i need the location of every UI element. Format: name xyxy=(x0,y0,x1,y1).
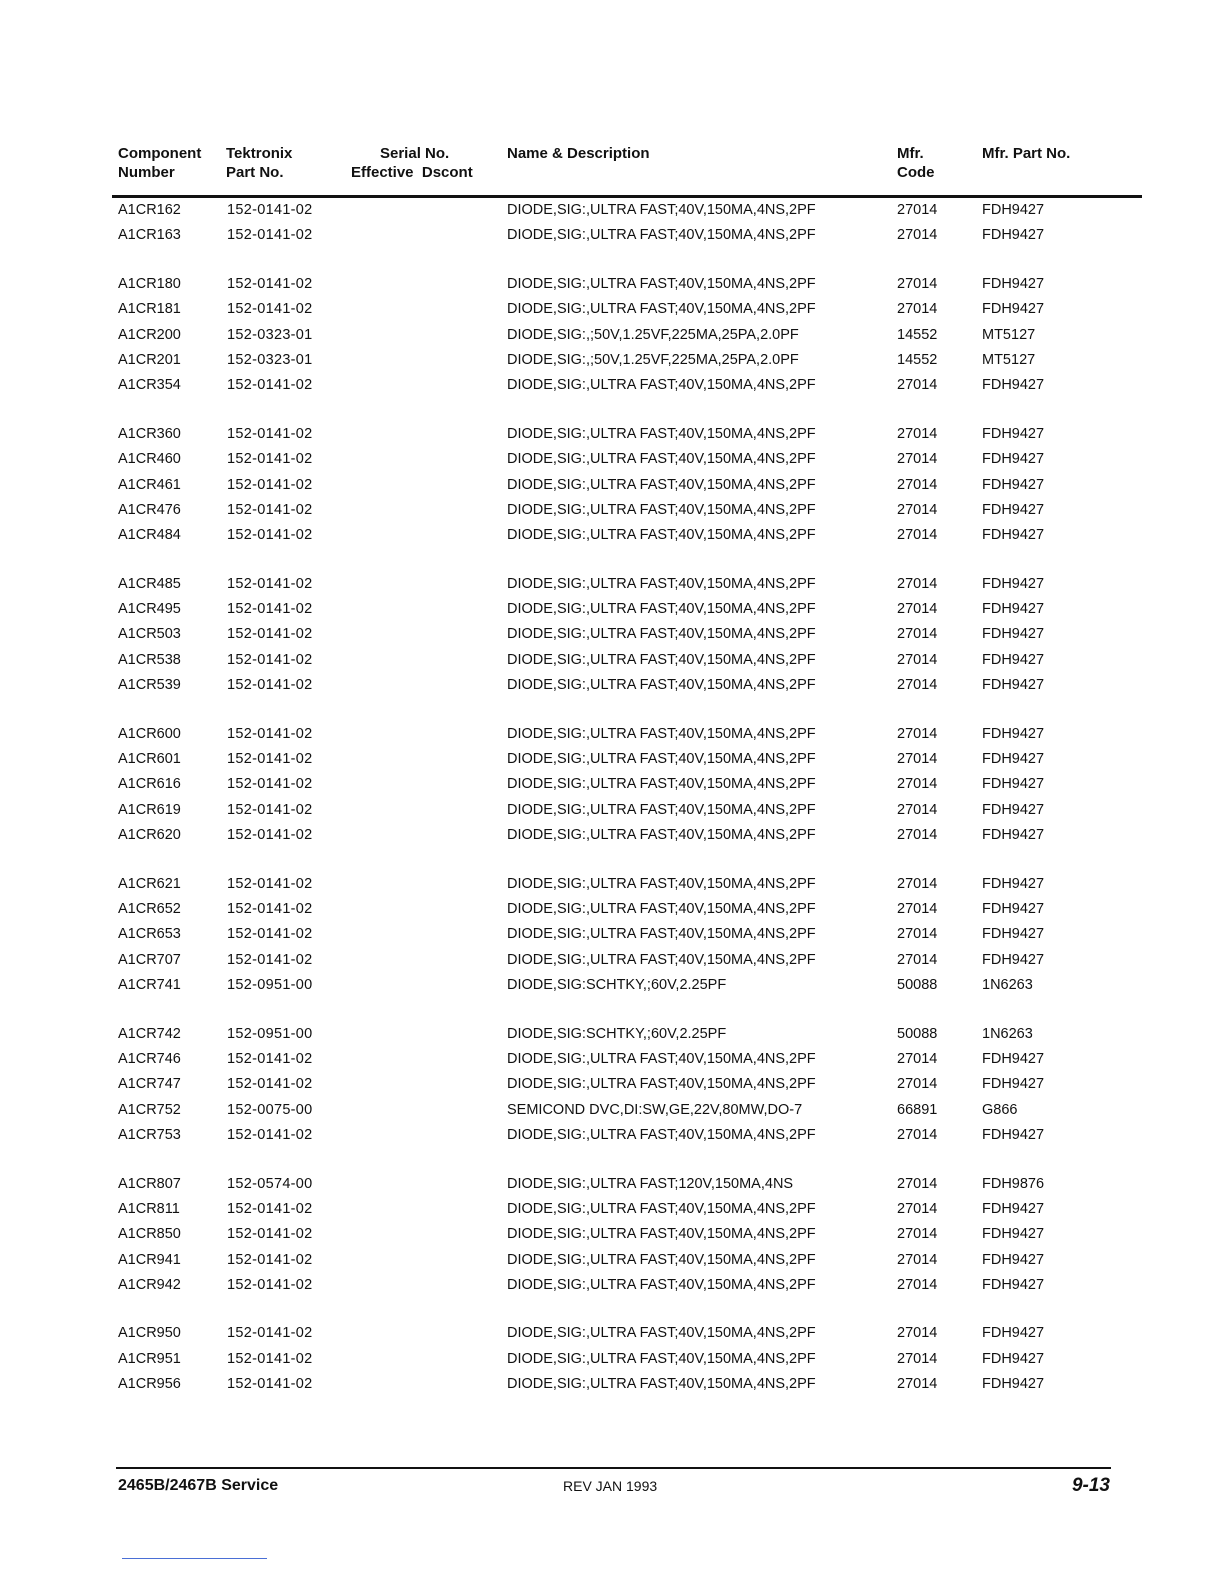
table-row xyxy=(0,1022,1224,1047)
mfr-part-no: FDH9427 xyxy=(982,801,1045,818)
mfr-code: 27014 xyxy=(897,1277,938,1294)
component-number: A1CR180 xyxy=(118,275,181,292)
mfr-part-no: FDH9427 xyxy=(982,1251,1045,1268)
table-row xyxy=(0,922,1224,947)
mfr-code: 27014 xyxy=(897,875,938,892)
tektronix-part-no: 152-0323-01 xyxy=(227,326,313,343)
name-description: DIODE,SIG:,ULTRA FAST;40V,150MA,4NS,2PF xyxy=(507,425,816,442)
table-row xyxy=(0,722,1224,747)
mfr-part-no: FDH9427 xyxy=(982,1350,1045,1367)
component-number: A1CR621 xyxy=(118,875,181,892)
mfr-code: 27014 xyxy=(897,1050,938,1067)
tektronix-part-no: 152-0141-02 xyxy=(227,425,313,442)
tektronix-part-no: 152-0141-02 xyxy=(227,776,313,793)
component-number: A1CR653 xyxy=(118,926,181,943)
mfr-code: 27014 xyxy=(897,626,938,643)
mfr-code: 27014 xyxy=(897,651,938,668)
mfr-part-no: FDH9876 xyxy=(982,1175,1045,1192)
table-row xyxy=(0,673,1224,698)
mfr-part-no: FDH9427 xyxy=(982,1050,1045,1067)
table-row xyxy=(0,1248,1224,1273)
component-number: A1CR181 xyxy=(118,301,181,318)
table-row xyxy=(0,622,1224,647)
name-description: DIODE,SIG:,ULTRA FAST;40V,150MA,4NS,2PF xyxy=(507,527,816,544)
tektronix-part-no: 152-0951-00 xyxy=(227,1025,313,1042)
mfr-part-no: FDH9427 xyxy=(982,1127,1045,1144)
tektronix-part-no: 152-0141-02 xyxy=(227,951,313,968)
tektronix-part-no: 152-0141-02 xyxy=(227,1350,313,1367)
tektronix-part-no: 152-0141-02 xyxy=(227,601,313,618)
mfr-code: 27014 xyxy=(897,227,938,244)
mfr-code: 27014 xyxy=(897,1175,938,1192)
mfr-code: 27014 xyxy=(897,900,938,917)
table-row xyxy=(0,823,1224,848)
table-row xyxy=(0,772,1224,797)
parts-table-body xyxy=(0,198,1224,1398)
mfr-code: 27014 xyxy=(897,677,938,694)
tektronix-part-no: 152-0574-00 xyxy=(227,1175,313,1192)
table-row xyxy=(0,422,1224,447)
name-description: DIODE,SIG:,ULTRA FAST;40V,150MA,4NS,2PF xyxy=(507,725,816,742)
tektronix-part-no: 152-0141-02 xyxy=(227,501,313,518)
mfr-code: 14552 xyxy=(897,326,938,343)
mfr-part-no: FDH9427 xyxy=(982,677,1045,694)
tektronix-part-no: 152-0141-02 xyxy=(227,1050,313,1067)
table-row xyxy=(0,597,1224,622)
mfr-part-no: FDH9427 xyxy=(982,476,1045,493)
component-number: A1CR201 xyxy=(118,351,181,368)
table-row xyxy=(0,198,1224,223)
mfr-part-no: FDH9427 xyxy=(982,651,1045,668)
tektronix-part-no: 152-0141-02 xyxy=(227,527,313,544)
component-number: A1CR811 xyxy=(118,1200,180,1217)
component-number: A1CR950 xyxy=(118,1325,181,1342)
mfr-part-no: FDH9427 xyxy=(982,1376,1045,1393)
mfr-part-no: FDH9427 xyxy=(982,776,1045,793)
mfr-part-no: FDH9427 xyxy=(982,275,1045,292)
table-row xyxy=(0,473,1224,498)
component-number: A1CR600 xyxy=(118,725,181,742)
mfr-part-no: MT5127 xyxy=(982,351,1036,368)
component-number: A1CR163 xyxy=(118,227,181,244)
name-description: DIODE,SIG:,ULTRA FAST;40V,150MA,4NS,2PF xyxy=(507,1350,816,1367)
mfr-code: 27014 xyxy=(897,926,938,943)
name-description: DIODE,SIG:,ULTRA FAST;40V,150MA,4NS,2PF xyxy=(507,1200,816,1217)
component-number: A1CR652 xyxy=(118,900,181,917)
table-row xyxy=(0,648,1224,673)
mfr-code: 27014 xyxy=(897,425,938,442)
table-row xyxy=(0,1197,1224,1222)
table-row xyxy=(0,1098,1224,1123)
table-header xyxy=(0,144,1224,188)
component-number: A1CR476 xyxy=(118,501,181,518)
mfr-part-no: FDH9427 xyxy=(982,926,1045,943)
name-description: DIODE,SIG:SCHTKY,;60V,2.25PF xyxy=(507,1025,727,1042)
table-row xyxy=(0,348,1224,373)
component-number: A1CR162 xyxy=(118,202,181,218)
component-number: A1CR485 xyxy=(118,575,181,592)
table-row xyxy=(0,572,1224,597)
name-description: SEMICOND DVC,DI:SW,GE,22V,80MW,DO-7 xyxy=(507,1101,803,1118)
table-row xyxy=(0,1047,1224,1072)
name-description: DIODE,SIG:,ULTRA FAST;40V,150MA,4NS,2PF xyxy=(507,1050,816,1067)
tektronix-part-no: 152-0141-02 xyxy=(227,827,313,844)
table-row xyxy=(0,1273,1224,1298)
header-component: Component xyxy=(118,145,202,162)
name-description: DIODE,SIG:SCHTKY,;60V,2.25PF xyxy=(507,977,727,994)
tektronix-part-no: 152-0141-02 xyxy=(227,677,313,694)
table-row xyxy=(0,798,1224,823)
tektronix-part-no: 152-0141-02 xyxy=(227,1076,313,1093)
mfr-part-no: FDH9427 xyxy=(982,751,1045,768)
header-component-number: Number xyxy=(118,164,175,181)
table-row xyxy=(0,447,1224,472)
mfr-part-no: FDH9427 xyxy=(982,900,1045,917)
tektronix-part-no: 152-0141-02 xyxy=(227,1376,313,1393)
name-description: DIODE,SIG:,ULTRA FAST;40V,150MA,4NS,2PF xyxy=(507,377,816,394)
mfr-code: 27014 xyxy=(897,1127,938,1144)
mfr-code: 27014 xyxy=(897,827,938,844)
component-number: A1CR752 xyxy=(118,1101,181,1118)
tektronix-part-no: 152-0141-02 xyxy=(227,651,313,668)
name-description: DIODE,SIG:,ULTRA FAST;40V,150MA,4NS,2PF xyxy=(507,900,816,917)
mfr-part-no: FDH9427 xyxy=(982,875,1045,892)
name-description: DIODE,SIG:,ULTRA FAST;40V,150MA,4NS,2PF xyxy=(507,776,816,793)
name-description: DIODE,SIG:,ULTRA FAST;40V,150MA,4NS,2PF xyxy=(507,202,816,218)
table-row xyxy=(0,1321,1224,1346)
mfr-code: 27014 xyxy=(897,801,938,818)
component-number: A1CR942 xyxy=(118,1277,181,1294)
name-description: DIODE,SIG:,ULTRA FAST;40V,150MA,4NS,2PF xyxy=(507,476,816,493)
table-row xyxy=(0,1072,1224,1097)
mfr-part-no: FDH9427 xyxy=(982,827,1045,844)
tektronix-part-no: 152-0141-02 xyxy=(227,900,313,917)
mfr-code: 50088 xyxy=(897,1025,938,1042)
tektronix-part-no: 152-0141-02 xyxy=(227,1277,313,1294)
mfr-code: 14552 xyxy=(897,351,938,368)
scan-artifact-line xyxy=(122,1558,267,1559)
mfr-part-no: G866 xyxy=(982,1101,1018,1118)
mfr-code: 27014 xyxy=(897,1350,938,1367)
name-description: DIODE,SIG:,ULTRA FAST;40V,150MA,4NS,2PF xyxy=(507,275,816,292)
table-row xyxy=(0,973,1224,998)
mfr-code: 27014 xyxy=(897,377,938,394)
mfr-code: 27014 xyxy=(897,451,938,468)
name-description: DIODE,SIG:,ULTRA FAST;40V,150MA,4NS,2PF xyxy=(507,926,816,943)
mfr-part-no: FDH9427 xyxy=(982,1200,1045,1217)
mfr-code: 50088 xyxy=(897,977,938,994)
component-number: A1CR747 xyxy=(118,1076,181,1093)
component-number: A1CR354 xyxy=(118,377,181,394)
tektronix-part-no: 152-0141-02 xyxy=(227,202,313,218)
component-number: A1CR951 xyxy=(118,1350,181,1367)
component-number: A1CR620 xyxy=(118,827,181,844)
name-description: DIODE,SIG:,ULTRA FAST;40V,150MA,4NS,2PF xyxy=(507,751,816,768)
table-row xyxy=(0,1172,1224,1197)
tektronix-part-no: 152-0141-02 xyxy=(227,926,313,943)
header-mfr: Mfr. xyxy=(897,145,924,162)
header-mfr-code: Code xyxy=(897,164,935,181)
name-description: DIODE,SIG:,;50V,1.25VF,225MA,25PA,2.0PF xyxy=(507,351,799,368)
tektronix-part-no: 152-0141-02 xyxy=(227,1251,313,1268)
component-number: A1CR538 xyxy=(118,651,181,668)
mfr-code: 27014 xyxy=(897,501,938,518)
component-number: A1CR941 xyxy=(118,1251,181,1268)
tektronix-part-no: 152-0141-02 xyxy=(227,725,313,742)
page-number: 9-13 xyxy=(1071,1475,1110,1496)
mfr-code: 66891 xyxy=(897,1101,938,1118)
table-row xyxy=(0,223,1224,248)
name-description: DIODE,SIG:,ULTRA FAST;40V,150MA,4NS,2PF xyxy=(507,1226,816,1243)
mfr-part-no: FDH9427 xyxy=(982,1277,1045,1294)
mfr-part-no: 1N6263 xyxy=(982,1025,1033,1042)
component-number: A1CR601 xyxy=(118,751,181,768)
table-row xyxy=(0,297,1224,322)
header-description: Name & Description xyxy=(507,145,650,162)
name-description: DIODE,SIG:,ULTRA FAST;40V,150MA,4NS,2PF xyxy=(507,626,816,643)
mfr-code: 27014 xyxy=(897,202,938,218)
mfr-part-no: FDH9427 xyxy=(982,725,1045,742)
component-number: A1CR460 xyxy=(118,451,181,468)
mfr-code: 27014 xyxy=(897,275,938,292)
name-description: DIODE,SIG:,ULTRA FAST;40V,150MA,4NS,2PF xyxy=(507,227,816,244)
mfr-code: 27014 xyxy=(897,725,938,742)
component-number: A1CR741 xyxy=(118,977,181,994)
tektronix-part-no: 152-0141-02 xyxy=(227,227,313,244)
name-description: DIODE,SIG:,ULTRA FAST;40V,150MA,4NS,2PF xyxy=(507,1376,816,1393)
tektronix-part-no: 152-0141-02 xyxy=(227,1127,313,1144)
component-number: A1CR956 xyxy=(118,1376,181,1393)
tektronix-part-no: 152-0075-00 xyxy=(227,1101,313,1118)
name-description: DIODE,SIG:,ULTRA FAST;40V,150MA,4NS,2PF xyxy=(507,601,816,618)
tektronix-part-no: 152-0141-02 xyxy=(227,1200,313,1217)
tektronix-part-no: 152-0141-02 xyxy=(227,626,313,643)
name-description: DIODE,SIG:,ULTRA FAST;40V,150MA,4NS,2PF xyxy=(507,451,816,468)
tektronix-part-no: 152-0323-01 xyxy=(227,351,313,368)
mfr-code: 27014 xyxy=(897,1251,938,1268)
mfr-code: 27014 xyxy=(897,1200,938,1217)
table-row xyxy=(0,1222,1224,1247)
name-description: DIODE,SIG:,ULTRA FAST;40V,150MA,4NS,2PF xyxy=(507,1325,816,1342)
tektronix-part-no: 152-0141-02 xyxy=(227,1325,313,1342)
tektronix-part-no: 152-0951-00 xyxy=(227,977,313,994)
name-description: DIODE,SIG:,ULTRA FAST;40V,150MA,4NS,2PF xyxy=(507,677,816,694)
table-row xyxy=(0,1372,1224,1397)
mfr-code: 27014 xyxy=(897,751,938,768)
mfr-code: 27014 xyxy=(897,1376,938,1393)
mfr-part-no: FDH9427 xyxy=(982,202,1045,218)
component-number: A1CR746 xyxy=(118,1050,181,1067)
tektronix-part-no: 152-0141-02 xyxy=(227,476,313,493)
name-description: DIODE,SIG:,ULTRA FAST;40V,150MA,4NS,2PF xyxy=(507,1251,816,1268)
name-description: DIODE,SIG:,ULTRA FAST;40V,150MA,4NS,2PF xyxy=(507,1127,816,1144)
table-row xyxy=(0,1123,1224,1148)
component-number: A1CR753 xyxy=(118,1127,181,1144)
mfr-code: 27014 xyxy=(897,1325,938,1342)
mfr-part-no: FDH9427 xyxy=(982,227,1045,244)
mfr-part-no: FDH9427 xyxy=(982,425,1045,442)
mfr-code: 27014 xyxy=(897,776,938,793)
component-number: A1CR742 xyxy=(118,1025,181,1042)
mfr-code: 27014 xyxy=(897,601,938,618)
name-description: DIODE,SIG:,ULTRA FAST;40V,150MA,4NS,2PF xyxy=(507,875,816,892)
table-row xyxy=(0,373,1224,398)
tektronix-part-no: 152-0141-02 xyxy=(227,575,313,592)
table-row xyxy=(0,948,1224,973)
component-number: A1CR461 xyxy=(118,476,181,493)
mfr-code: 27014 xyxy=(897,1226,938,1243)
name-description: DIODE,SIG:,;50V,1.25VF,225MA,25PA,2.0PF xyxy=(507,326,799,343)
mfr-part-no: FDH9427 xyxy=(982,575,1045,592)
table-row xyxy=(0,498,1224,523)
mfr-part-no: FDH9427 xyxy=(982,301,1045,318)
name-description: DIODE,SIG:,ULTRA FAST;40V,150MA,4NS,2PF xyxy=(507,827,816,844)
table-row xyxy=(0,1347,1224,1372)
mfr-part-no: FDH9427 xyxy=(982,1076,1045,1093)
table-row xyxy=(0,747,1224,772)
tektronix-part-no: 152-0141-02 xyxy=(227,1226,313,1243)
mfr-code: 27014 xyxy=(897,951,938,968)
header-part-no: Part No. xyxy=(226,164,284,181)
component-number: A1CR616 xyxy=(118,776,181,793)
mfr-part-no: FDH9427 xyxy=(982,501,1045,518)
component-number: A1CR539 xyxy=(118,677,181,694)
component-number: A1CR360 xyxy=(118,425,181,442)
mfr-part-no: FDH9427 xyxy=(982,951,1045,968)
component-number: A1CR484 xyxy=(118,527,181,544)
header-serial-no: Serial No. xyxy=(380,145,450,162)
mfr-part-no: FDH9427 xyxy=(982,601,1045,618)
tektronix-part-no: 152-0141-02 xyxy=(227,275,313,292)
tektronix-part-no: 152-0141-02 xyxy=(227,451,313,468)
mfr-part-no: MT5127 xyxy=(982,326,1036,343)
tektronix-part-no: 152-0141-02 xyxy=(227,751,313,768)
component-number: A1CR200 xyxy=(118,326,181,343)
component-number: A1CR807 xyxy=(118,1175,181,1192)
footer-rule xyxy=(116,1467,1111,1469)
header-mfr-part-no: Mfr. Part No. xyxy=(982,145,1071,162)
header-tektronix: Tektronix xyxy=(226,145,293,162)
table-row xyxy=(0,523,1224,548)
table-row xyxy=(0,897,1224,922)
tektronix-part-no: 152-0141-02 xyxy=(227,801,313,818)
component-number: A1CR495 xyxy=(118,601,181,618)
mfr-part-no: 1N6263 xyxy=(982,977,1033,994)
name-description: DIODE,SIG:,ULTRA FAST;40V,150MA,4NS,2PF xyxy=(507,301,816,318)
component-number: A1CR619 xyxy=(118,801,181,818)
mfr-code: 27014 xyxy=(897,575,938,592)
name-description: DIODE,SIG:,ULTRA FAST;40V,150MA,4NS,2PF xyxy=(507,801,816,818)
table-row xyxy=(0,272,1224,297)
mfr-code: 27014 xyxy=(897,476,938,493)
mfr-part-no: FDH9427 xyxy=(982,1325,1045,1342)
component-number: A1CR503 xyxy=(118,626,181,643)
header-effective-dscont: Effective Dscont xyxy=(351,164,473,181)
manual-title: 2465B/2467B Service xyxy=(118,1477,279,1494)
table-row xyxy=(0,872,1224,897)
name-description: DIODE,SIG:,ULTRA FAST;120V,150MA,4NS xyxy=(507,1175,794,1192)
revision-date: REV JAN 1993 xyxy=(563,1478,658,1494)
tektronix-part-no: 152-0141-02 xyxy=(227,301,313,318)
table-row xyxy=(0,323,1224,348)
name-description: DIODE,SIG:,ULTRA FAST;40V,150MA,4NS,2PF xyxy=(507,951,816,968)
tektronix-part-no: 152-0141-02 xyxy=(227,377,313,394)
name-description: DIODE,SIG:,ULTRA FAST;40V,150MA,4NS,2PF xyxy=(507,1277,816,1294)
mfr-part-no: FDH9427 xyxy=(982,527,1045,544)
mfr-part-no: FDH9427 xyxy=(982,451,1045,468)
mfr-code: 27014 xyxy=(897,527,938,544)
name-description: DIODE,SIG:,ULTRA FAST;40V,150MA,4NS,2PF xyxy=(507,1076,816,1093)
mfr-part-no: FDH9427 xyxy=(982,1226,1045,1243)
mfr-code: 27014 xyxy=(897,1076,938,1093)
name-description: DIODE,SIG:,ULTRA FAST;40V,150MA,4NS,2PF xyxy=(507,651,816,668)
tektronix-part-no: 152-0141-02 xyxy=(227,875,313,892)
mfr-part-no: FDH9427 xyxy=(982,626,1045,643)
mfr-code: 27014 xyxy=(897,301,938,318)
name-description: DIODE,SIG:,ULTRA FAST;40V,150MA,4NS,2PF xyxy=(507,501,816,518)
component-number: A1CR850 xyxy=(118,1226,181,1243)
component-number: A1CR707 xyxy=(118,951,181,968)
mfr-part-no: FDH9427 xyxy=(982,377,1045,394)
name-description: DIODE,SIG:,ULTRA FAST;40V,150MA,4NS,2PF xyxy=(507,575,816,592)
